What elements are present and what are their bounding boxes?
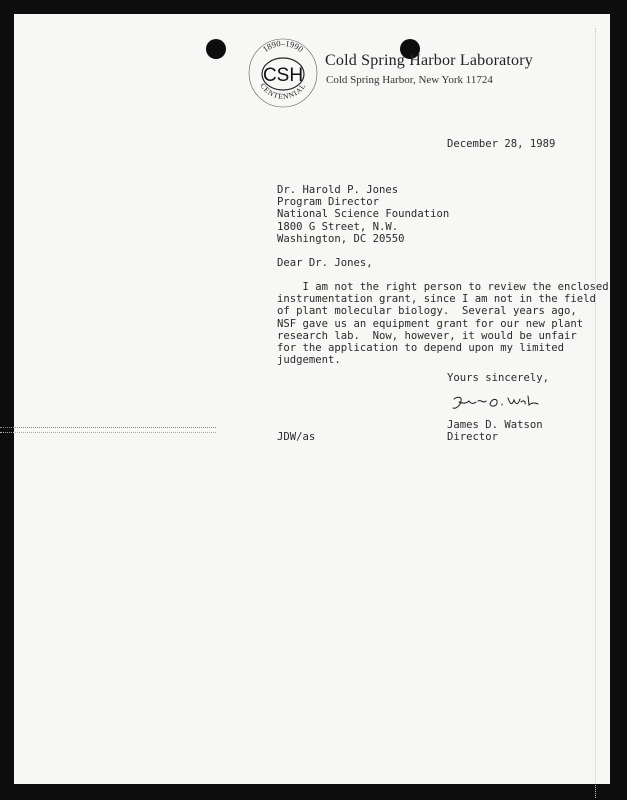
signer-title: Director [447,431,499,443]
handwritten-signature [450,392,542,414]
salutation: Dear Dr. Jones, [277,257,373,269]
recipient-line: Program Director [277,196,380,209]
staple-perforation-line [0,427,216,433]
body-line: of plant molecular biology. Several years ago, [277,305,577,318]
recipient-line: National Science Foundation [277,208,450,221]
page-edge-perforation [595,28,597,798]
typist-initials: JDW/as [277,431,316,443]
body-line: judgement. [277,354,341,367]
seal-initials: CSH [262,65,304,86]
svg-text:1890–1990 [261,38,306,54]
letterhead-org-name: Cold Spring Harbor Laboratory [325,52,533,69]
body-line: research lab. Now, however, it would be unfair [277,329,577,342]
closing: Yours sincerely, [447,372,550,384]
recipient-line: Washington, DC 20550 [277,232,405,245]
body-line: I am not the right person to review the enclosed [277,281,609,293]
letter-body [277,281,609,366]
body-line: for the application to depend upon my limited [277,342,565,355]
letterhead-address: Cold Spring Harbor, New York 11724 [326,74,493,86]
recipient-line: 1800 G Street, N.W. [277,220,399,233]
recipient-address-block [277,184,449,245]
recipient-line: Dr. Harold P. Jones [277,184,399,196]
letter-date: December 28, 1989 [447,138,556,150]
seal-years: 1890–1990 [260,38,306,55]
punch-hole-left [206,39,226,59]
csh-centennial-seal [246,36,320,110]
seal-caption: CENTENNIAL [258,81,308,102]
signer-name: James D. Watson [447,419,543,431]
body-line: instrumentation grant, since I am not in the field [277,293,596,306]
body-line: NSF gave us an equipment grant for our new plant [277,317,584,330]
